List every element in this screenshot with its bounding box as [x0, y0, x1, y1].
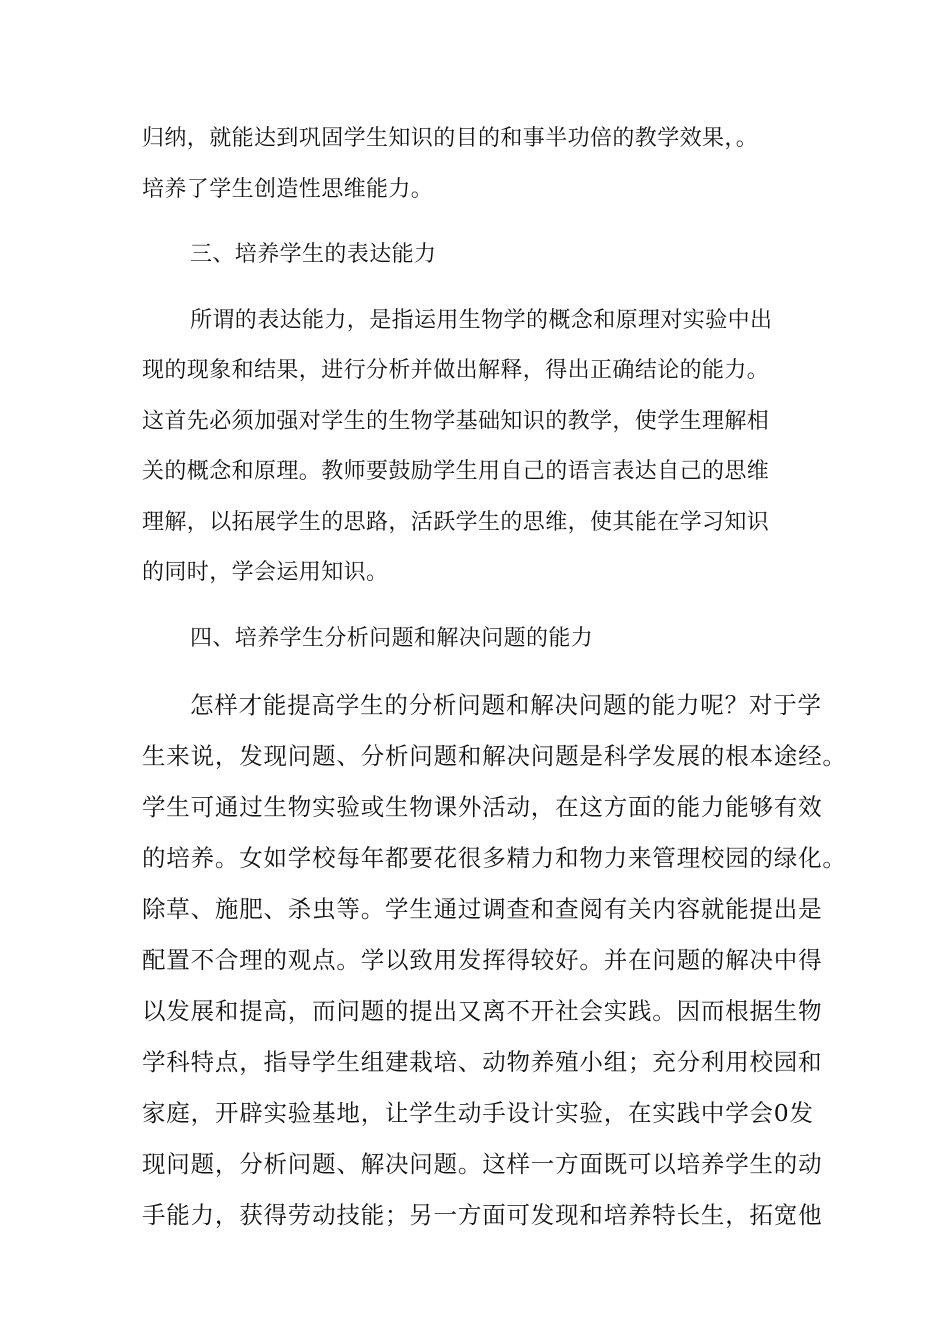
section4-line-4: 的培养。女如学校每年都要花很多精力和物力来管理校园的绿化。	[142, 844, 847, 872]
section4-line-11: 手能力，获得劳动技能；另一方面可发现和培养特长生，拓宽他	[142, 1201, 823, 1229]
section3-line-4: 关的概念和原理。教师要鼓励学生用自己的语言表达自己的思维	[142, 459, 770, 484]
section4-line-2: 生来说，发现问题、分析问题和解决问题是科学发展的根本途经。	[142, 742, 847, 770]
section3-line-1: 所谓的表达能力，是指运用生物学的概念和原理对实验中出	[190, 308, 773, 333]
intro-line-2: 培养了学生创造性思维能力。	[142, 177, 434, 202]
section4-heading: 四、培养学生分析问题和解决问题的能力	[190, 626, 594, 651]
intro-line-1: 归纳，就能达到巩固学生知识的目的和事半功倍的教学效果，。	[142, 126, 759, 151]
section4-line-5: 除草、施肥、杀虫等。学生通过调查和查阅有关内容就能提出是	[142, 895, 823, 923]
section3-heading: 三、培养学生的表达能力	[190, 242, 437, 267]
section4-line-6: 配置不合理的观点。学以致用发挥得较好。并在问题的解决中得	[142, 946, 823, 974]
section4-line-3: 学生可通过生物实验或生物课外活动，在这方面的能力能够有效	[142, 793, 823, 821]
section4-line-8: 学科特点，指导学生组建栽培、动物养殖小组；充分利用校园和	[142, 1048, 823, 1076]
section4-line-1: 怎样才能提高学生的分析问题和解决问题的能力呢？对于学	[190, 691, 822, 719]
section3-line-6: 的同时，学会运用知识。	[142, 560, 389, 585]
section4-line-10: 现问题，分析问题、解决问题。这样一方面既可以培养学生的动	[142, 1150, 823, 1178]
section3-line-5: 理解，以拓展学生的思路，活跃学生的思维，使其能在学习知识	[142, 510, 770, 535]
section3-line-2: 现的现象和结果，进行分析并做出解释，得出正确结论的能力。	[142, 358, 770, 383]
section4-line-7: 以发展和提高，而问题的提出又离不开社会实践。因而根据生物	[142, 997, 823, 1025]
section4-line-9: 家庭，开辟实验基地，让学生动手设计实验，在实践中学会0发	[142, 1099, 814, 1127]
section3-line-3: 这首先必须加强对学生的生物学基础知识的教学，使学生理解相	[142, 409, 770, 434]
